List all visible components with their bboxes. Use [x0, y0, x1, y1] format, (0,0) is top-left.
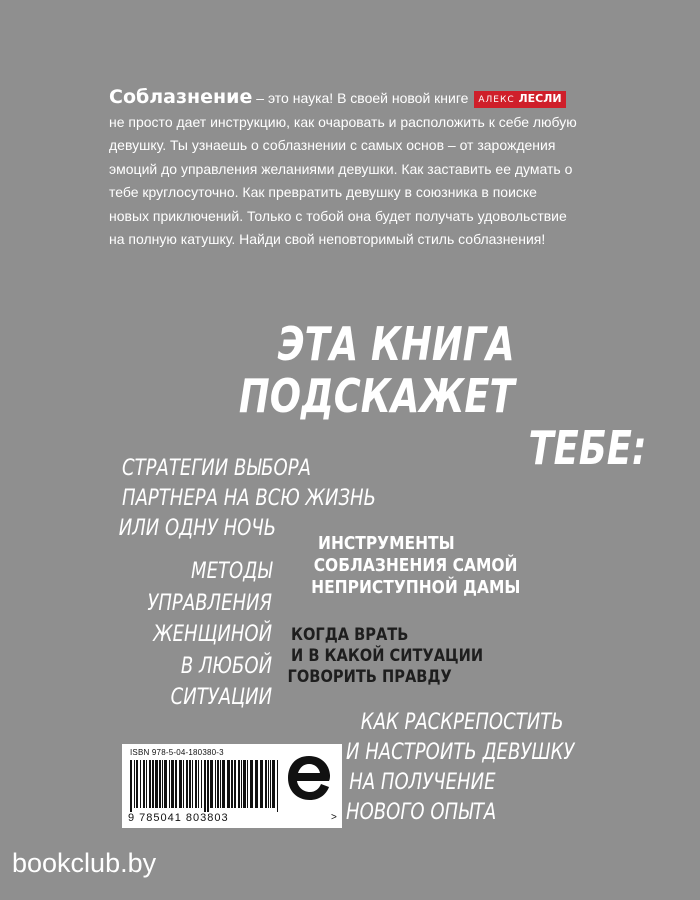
barcode-icon — [130, 760, 280, 812]
point-methods-line: УПРАВЛЕНИЯ — [147, 590, 272, 616]
headline — [239, 317, 647, 475]
point-free-line: НА ПОЛУЧЕНИЕ — [349, 770, 496, 795]
barcode-digits: 9 785041 803803 — [128, 812, 229, 824]
headline-line-1: ЭТА КНИГА — [277, 317, 515, 371]
point-strategy-line: ИЛИ ОДНУ НОЧЬ — [118, 516, 277, 541]
point-tools — [311, 533, 521, 599]
point-tools-line: НЕПРИСТУПНОЙ ДАМЫ — [311, 577, 521, 598]
point-strategy-line: СТРАТЕГИИ ВЫБОРА — [122, 456, 311, 481]
author-last-name: ЛЕСЛИ — [518, 92, 562, 105]
point-strategy — [118, 454, 376, 544]
barcode-arrow: > — [331, 812, 337, 823]
point-methods — [147, 556, 272, 714]
point-tools-line: СОБЛАЗНЕНИЯ САМОЙ — [313, 555, 518, 576]
point-lie — [287, 625, 484, 688]
headline-line-3: ТЕБЕ: — [528, 421, 647, 475]
point-lie-line: ГОВОРИТЬ ПРАВДУ — [287, 667, 452, 687]
intro-body-text: не просто дает инструкцию, как очаровать и расположить к себе любую девушку. Ты узнаешь о соблазнении с самых основ – от зарождения эмоций до управления желаниями девушки. Как заставить ее думать о тебе круглосуточно. Как превратить девушку в союзника в поиске новых приключений. Только с тобой она будет получать удовольствие на полную катушку. Найди свой неповторимый стиль соблазнения! — [109, 113, 577, 247]
point-tools-line: ИНСТРУМЕНТЫ — [318, 533, 455, 554]
site-watermark: bookclub.by — [12, 848, 157, 878]
intro-lead-word: Соблазнение — [109, 86, 253, 108]
point-lie-line: КОГДА ВРАТЬ — [291, 625, 409, 645]
point-methods-line: В ЛЮБОЙ — [180, 653, 272, 679]
point-free-line: НОВОГО ОПЫТА — [346, 800, 497, 825]
point-methods-line: СИТУАЦИИ — [170, 685, 272, 710]
point-methods-line: МЕТОДЫ — [190, 559, 272, 584]
intro-paragraph — [109, 86, 579, 252]
publisher-logo-icon — [285, 752, 333, 804]
isbn-text: ISBN 978-5-04-180380-3 — [130, 748, 224, 757]
point-free — [346, 708, 574, 828]
author-name-tag — [474, 91, 565, 108]
point-free-line: И НАСТРОИТЬ ДЕВУШКУ — [346, 740, 575, 765]
point-strategy-line: ПАРТНЕРА НА ВСЮ ЖИЗНЬ — [122, 486, 376, 511]
intro-dash-text: – это наука! В своей новой книге — [252, 90, 473, 106]
point-lie-line: И В КАКОЙ СИТУАЦИИ — [291, 646, 484, 666]
headline-line-2: ПОДСКАЖЕТ — [239, 369, 515, 423]
author-first-name: АЛЕКС — [478, 95, 515, 105]
point-methods-line: ЖЕНЩИНОЙ — [153, 622, 272, 647]
point-free-line: КАК РАСКРЕПОСТИТЬ — [360, 710, 564, 735]
